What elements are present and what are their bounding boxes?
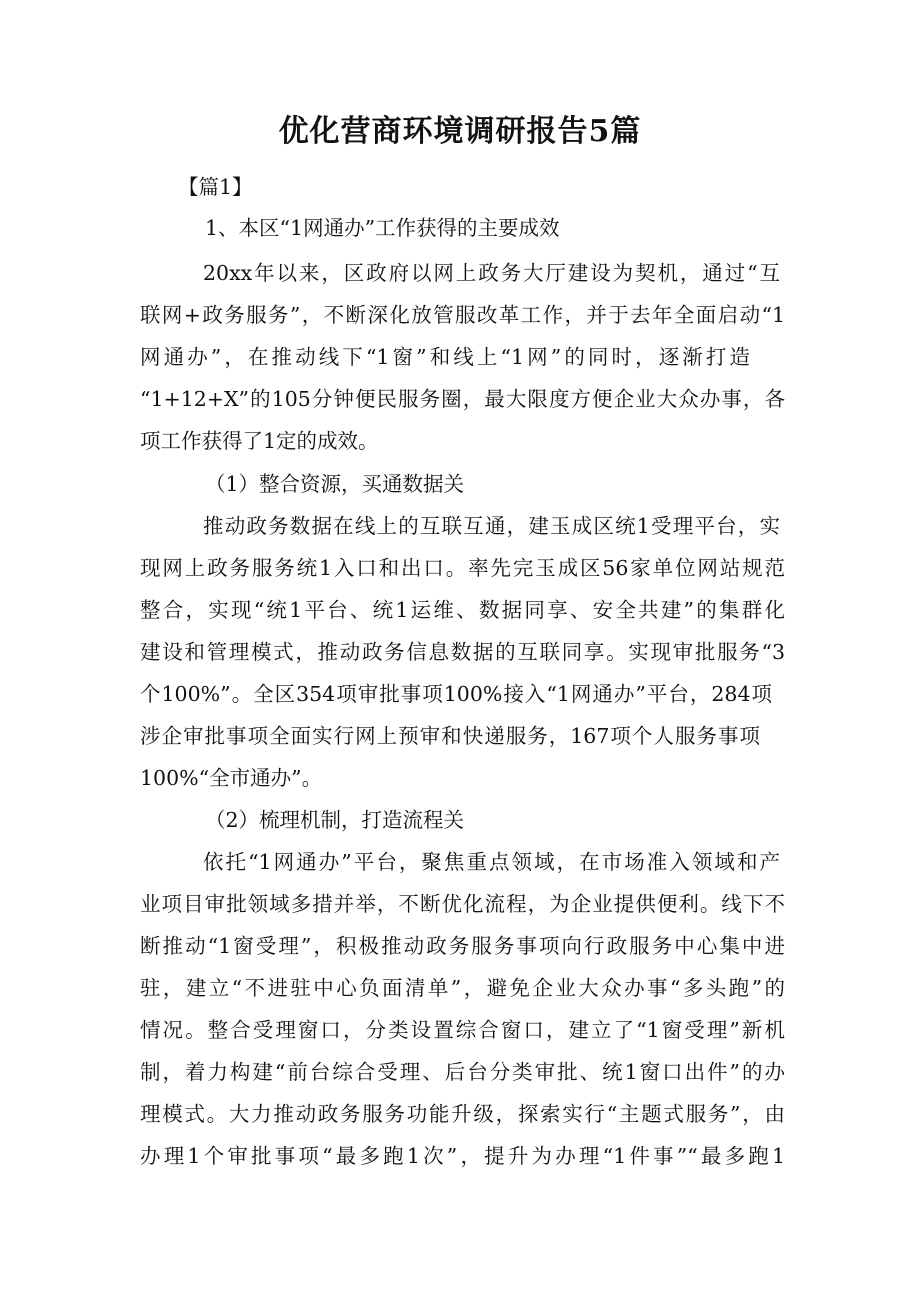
para-3-line-6: 制，着力构建“前台综合受理、后台分类审批、统1窗口出件”的办 bbox=[140, 1060, 785, 1084]
para-1-line-3: 网通办”，在推动线下“1窗”和线上“1网”的同时，逐渐打造 bbox=[140, 345, 750, 369]
para-2-line-7: 100%“全市通办”。 bbox=[140, 766, 323, 790]
subheading-1: （1）整合资源，买通数据关 bbox=[205, 472, 465, 496]
para-2-line-2: 现网上政务服务统1入口和出口。率先完玉成区56家单位网站规范 bbox=[140, 556, 785, 580]
subheading-2: （2）梳理机制，打造流程关 bbox=[205, 808, 465, 832]
para-3-line-8: 办理1个审批事项“最多跑1次”，提升为办理“1件事”“最多跑1 bbox=[140, 1144, 785, 1168]
para-2-line-4: 建设和管理模式，推动政务信息数据的互联同享。实现审批服务“3 bbox=[140, 640, 785, 664]
para-2-line-3: 整合，实现“统1平台、统1运维、数据同享、安全共建”的集群化 bbox=[140, 598, 785, 622]
para-3-line-2: 业项目审批领域多措并举，不断优化流程，为企业提供便利。线下不 bbox=[140, 892, 785, 916]
para-3-line-1: 依托“1网通办”平台，聚焦重点领域，在市场准入领域和产 bbox=[203, 850, 780, 874]
section-label: 【篇1】 bbox=[178, 175, 253, 199]
para-3-line-7: 理模式。大力推动政务服务功能升级，探索实行“主题式服务”，由 bbox=[140, 1102, 785, 1126]
para-1-line-4: “1+12+X”的105分钟便民服务圈，最大限度方便企业大众办事，各 bbox=[140, 387, 785, 411]
para-3-line-4: 驻，建立“不进驻中心负面清单”，避免企业大众办事“多头跑”的 bbox=[140, 976, 785, 1000]
document-title: 优化营商环境调研报告5篇 bbox=[278, 114, 642, 149]
para-1-line-2: 联网+政务服务”，不断深化放管服改革工作，并于去年全面启动“1 bbox=[140, 303, 785, 327]
para-3-line-3: 断推动“1窗受理”，积极推动政务服务事项向行政服务中心集中进 bbox=[140, 934, 785, 958]
para-2-line-5: 个100%”。全区354项审批事项100%接入“1网通办”平台，284项 bbox=[140, 682, 772, 706]
para-2-line-6: 涉企审批事项全面实行网上预审和快递服务，167项个人服务事项 bbox=[140, 724, 760, 748]
heading-1: 1、本区“1网通办”工作获得的主要成效 bbox=[205, 216, 560, 240]
para-1-line-5: 项工作获得了1定的成效。 bbox=[140, 429, 379, 453]
para-3-line-5: 情况。整合受理窗口，分类设置综合窗口，建立了“1窗受理”新机 bbox=[140, 1018, 785, 1042]
para-1-line-1: 20xx年以来，区政府以网上政务大厅建设为契机，通过“互 bbox=[203, 261, 780, 285]
para-2-line-1: 推动政务数据在线上的互联互通，建玉成区统1受理平台，实 bbox=[203, 514, 780, 538]
